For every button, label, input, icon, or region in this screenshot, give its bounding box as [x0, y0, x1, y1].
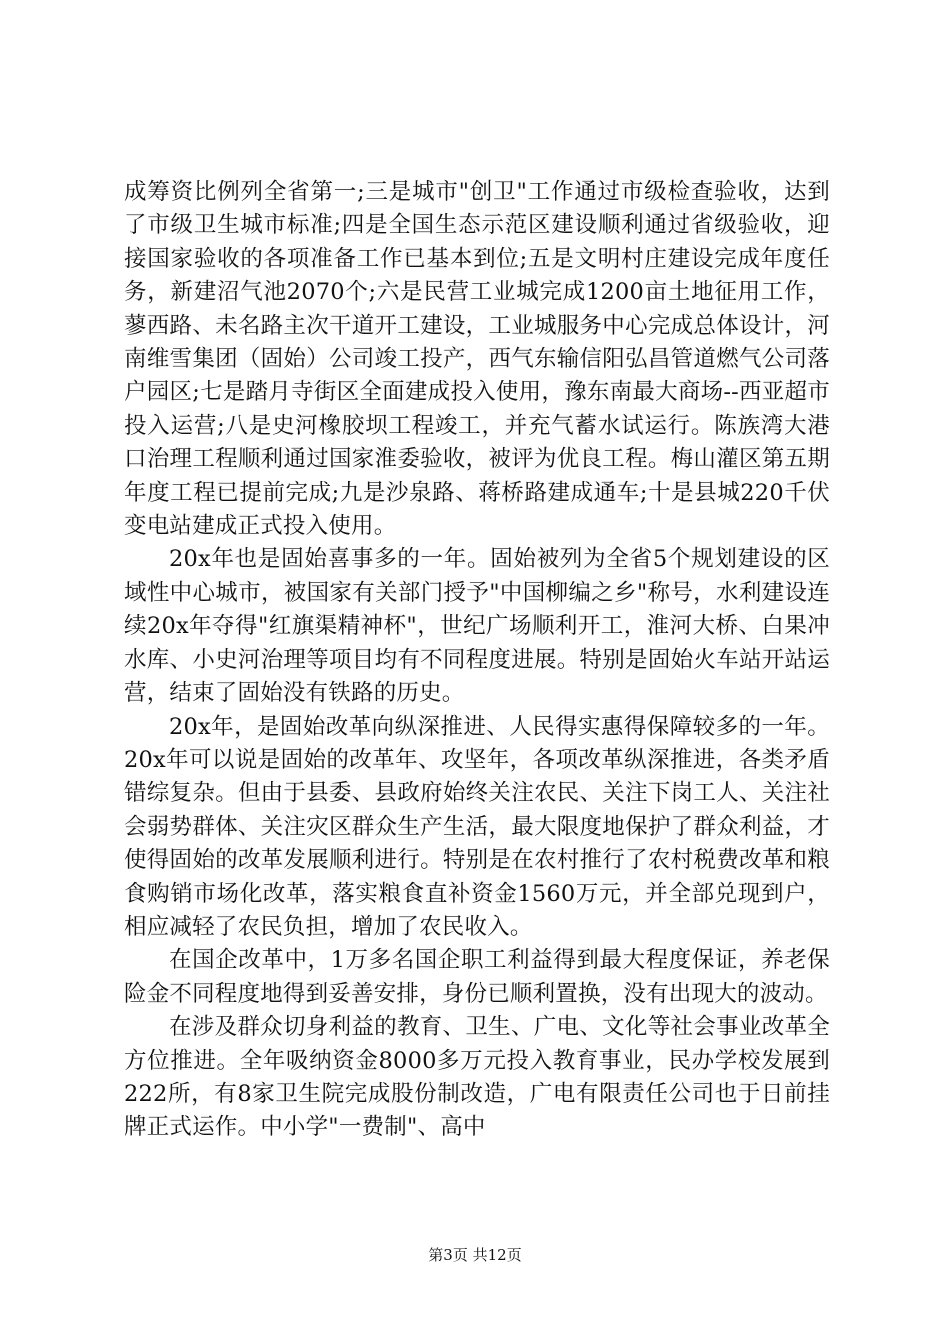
paragraph-1: 成筹资比例列全省第一;三是城市"创卫"工作通过市级检查验收，达到了市级卫生城市标准;四是全国生态示范区建设顺利通过省级验收，迎接国家验收的各项准备工作已基本到位;五是文明村庄建设完成年度任务，新建沼气池2070个;六是民营工业城完成1200亩土地征用工作，蓼西路、未名路主次干道开工建设，工业城服务中心完成总体设计，河南维雪集团（固始）公司竣工投产，西气东输信阳弘昌管道燃气公司落户园区;七是踏月寺街区全面建成投入使用，豫东南最大商场--西亚超市投入运营;八是史河橡胶坝工程竣工，并充气蓄水试运行。陈族湾大港口治理工程顺利通过国家淮委验收，被评为优良工程。梅山灌区第五期年度工程已提前完成;九是沙泉路、蒋桥路建成通车;十是县城220千伏变电站建成正式投入使用。 — [124, 179, 830, 540]
page-footer: 第3页 共12页 — [428, 1246, 522, 1264]
paragraph-3: 20x年，是固始改革向纵深推进、人民得实惠得保障较多的一年。20x年可以说是固始的改革年、攻坚年，各项改革纵深推进，各类矛盾错综复杂。但由于县委、县政府始终关注农民、关注下岗工人、关注社会弱势群体、关注灾区群众生产生活，最大限度地保护了群众利益，才使得固始的改革发展顺利进行。特别是在农村推行了农村税费改革和粮食购销市场化改革，落实粮食直补资金1560万元，并全部兑现到户，相应减轻了农民负担，增加了农民收入。 — [124, 713, 830, 940]
document-body — [124, 176, 830, 1145]
paragraph-2: 20x年也是固始喜事多的一年。固始被列为全省5个规划建设的区域性中心城市，被国家有关部门授予"中国柳编之乡"称号，水利建设连续20x年夺得"红旗渠精神杯"，世纪广场顺利开工，淮河大桥、白果冲水库、小史河治理等项目均有不同程度进展。特别是固始火车站开站运营，结束了固始没有铁路的历史。 — [124, 546, 830, 707]
paragraph-5: 在涉及群众切身利益的教育、卫生、广电、文化等社会事业改革全方位推进。全年吸纳资金8000多万元投入教育事业，民办学校发展到222所，有8家卫生院完成股份制改造，广电有限责任公司也于日前挂牌正式运作。中小学"一费制"、高中 — [124, 1014, 830, 1141]
paragraph-4: 在国企改革中，1万多名国企职工利益得到最大程度保证，养老保险金不同程度地得到妥善安排，身份已顺利置换，没有出现大的波动。 — [124, 947, 830, 1007]
